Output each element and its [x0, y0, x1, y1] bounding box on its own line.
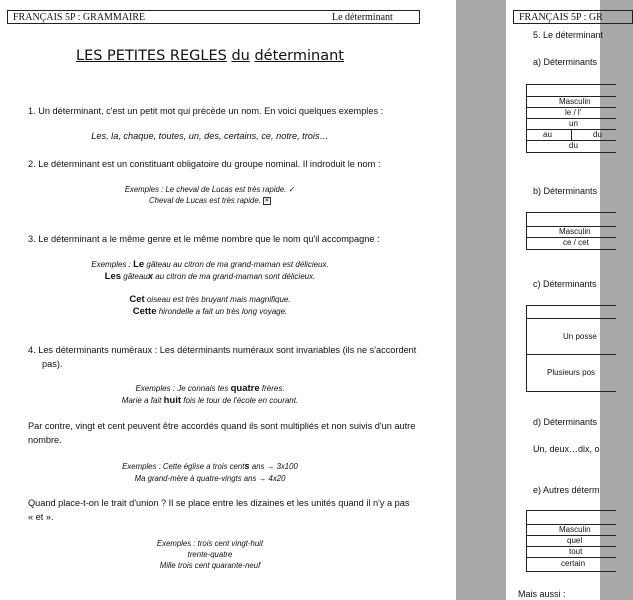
table-a — [526, 84, 616, 153]
rule-5-example-2: Ma grand-mère à quatre-vingts ans → 4x20 — [134, 474, 286, 483]
table-e-row-2: tout — [527, 547, 616, 558]
rule-4-example-1: Exemples : Je connais tes quatre frères. — [135, 383, 285, 394]
page-header — [7, 10, 420, 24]
rule-6-example-1: Exemples : trois cent vingt-huit — [156, 539, 264, 548]
table-a-col-header: Masculin — [527, 97, 616, 108]
rule-5-example-1: Exemples : Cette église a trois cents ans → 3x100 — [122, 461, 298, 472]
table-a-row-4: du — [569, 141, 578, 150]
title-part-3: déterminant — [254, 48, 344, 64]
table-c-row-2: Plusieurs pos — [547, 368, 596, 377]
section-a-heading: a) Déterminants — [533, 57, 598, 67]
mais-aussi-label: Mais aussi : — [518, 589, 566, 599]
section-b-heading: b) Déterminants — [533, 186, 598, 196]
section-e-heading: e) Autres déterm — [533, 485, 600, 495]
rule-2-text: 2. Le déterminant est un constituant obligatoire du groupe nominal. Il indroduit le nom : — [28, 159, 381, 169]
table-c-row-1: Un posse — [527, 319, 616, 355]
table-a-row-1: le / l' — [527, 108, 616, 119]
document-title — [0, 48, 420, 64]
rule-5-line-1: Par contre, vingt et cent peuvent être accordés quand ils sont multipliés et non suivis d'un autre — [28, 421, 416, 431]
table-b-row-1: ce / cet — [563, 238, 589, 247]
table-b-col-header: Masculin — [527, 227, 616, 238]
table-e — [526, 510, 616, 572]
rule-6-example-2: trente-quatre — [187, 550, 233, 559]
rule-2-example-2: Cheval de Lucas est très rapide. ✕ — [149, 196, 270, 205]
table-b — [526, 212, 616, 250]
table-e-col-header: Masculin — [527, 525, 616, 536]
rule-6-line-1: Quand place-t-on le trait d'union ? Il se place entre les dizaines et les unités quand il n'y a pas — [28, 498, 410, 508]
table-a-row-3: au du — [527, 130, 616, 141]
rule-3-text: 3. Le déterminant a le même genre et le même nombre que le nom qu'il accompagne : — [28, 234, 380, 244]
table-a-row-2: un — [527, 119, 616, 130]
section-d-text: Un, deux…dix, o — [533, 444, 600, 454]
rule-3-example-2: Les gâteaux au citron de ma grand-maman sont délicieux. — [104, 271, 316, 282]
rule-2-example-1: Exemples : Le cheval de Lucas est très rapide. ✓ — [124, 185, 296, 194]
rule-4-line-2: pas). — [42, 359, 63, 369]
header-topic: Le déterminant — [332, 12, 393, 23]
rule-1-examples: Les, la, chaque, toutes, un, des, certains, ce, notre, trois… — [91, 131, 329, 141]
rule-6-example-3: Mille trois cent quarante-neuf — [159, 561, 261, 570]
page-right — [506, 0, 604, 600]
rule-3-example-4: Cette hirondelle a fait un très long voyage. — [132, 306, 288, 317]
title-part-2: du — [231, 48, 250, 64]
header-subject: FRANÇAIS 5P : GRAMMAIRE — [13, 12, 146, 23]
rule-4-example-2: Marie a fait huit fois le tour de l'école en courant. — [121, 395, 299, 406]
cross-box-icon: ✕ — [264, 197, 270, 204]
table-e-row-3: certain — [561, 559, 586, 568]
table-c — [526, 305, 616, 392]
table-e-row-1: quel — [527, 536, 616, 547]
rule-3-example-3: Cet oiseau est très bruyant mais magnifique. — [129, 294, 291, 305]
section-c-heading: c) Déterminants — [533, 279, 597, 289]
title-part-1: LES PETITES REGLES — [75, 48, 227, 64]
rule-5-line-2: nombre. — [28, 435, 62, 445]
page-header: FRANÇAIS 5P : GR — [513, 10, 633, 24]
section-d-heading: d) Déterminants — [533, 417, 598, 427]
check-icon: ✓ — [288, 185, 296, 194]
rule-3-example-1: Exemples : Le gâteau au citron de ma grand-maman est délicieux. — [91, 259, 329, 270]
rule-1-text: 1. Un déterminant, c'est un petit mot qui précède un nom. En voici quelques exemples : — [28, 106, 384, 116]
rule-4-line-1: 4. Les déterminants numéraux : Les déterminants numéraux sont invariables (ils ne s'accordent — [28, 345, 417, 355]
section-5-heading: 5. Le déterminant — [533, 30, 604, 40]
rule-6-line-2: « et ». — [28, 512, 54, 522]
